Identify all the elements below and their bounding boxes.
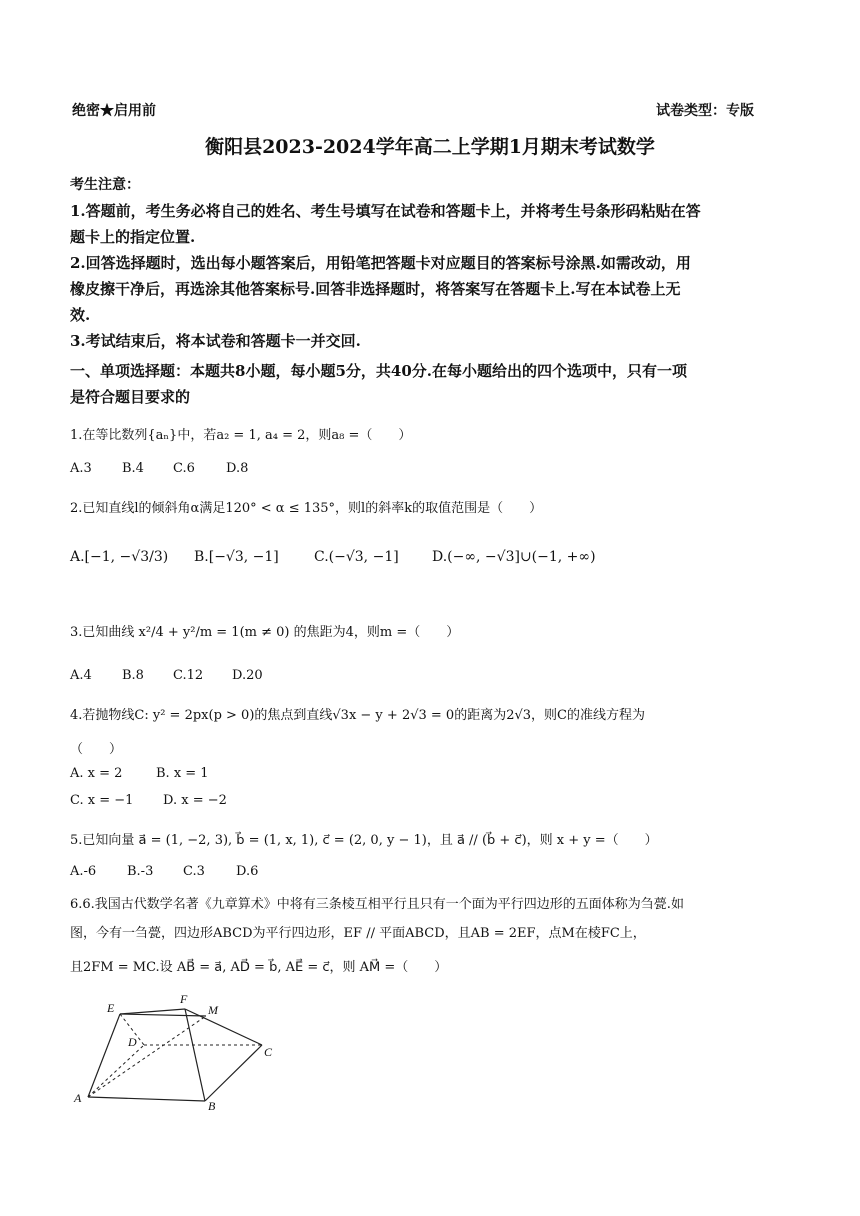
question-2-option-b: B.[−√3, −1]	[194, 549, 279, 565]
notice-line: 2.回答选择题时，选出每小题答案后，用铅笔把答题卡对应题目的答案标号涂黑.如需改动，用	[70, 254, 691, 272]
question-3-option-b: B.8	[122, 668, 144, 683]
question-5-stem: 5.已知向量 a⃗ = (1, −2, 3), b⃗ = (1, x, 1), c⃗ = (2, 0, y − 1)，且 a⃗ // (b⃗ + c⃗)，则 x + y =（ ）	[70, 833, 658, 848]
edge-ef	[120, 1009, 185, 1014]
label-f: F	[180, 992, 188, 1006]
question-4-option-d: D. x = −2	[163, 793, 227, 808]
question-3-option-c: C.12	[173, 668, 204, 683]
label-b: B	[208, 1099, 216, 1112]
question-6-line: 6.6.我国古代数学名著《九章算术》中将有三条棱互相平行且只有一个面为平行四边形的五面体称为刍甍.如	[70, 897, 684, 912]
question-5-option-b: B.-3	[127, 864, 154, 879]
page-title: 衡阳县2023-2024学年高二上学期1月期末考试数学	[205, 136, 655, 158]
label-e: E	[107, 1001, 115, 1015]
question-2-option-a: A.[−1, −√3/3)	[70, 549, 169, 565]
edge-ad	[88, 1045, 144, 1097]
notice-line: 橡皮擦干净后，再选涂其他答案标号.回答非选择题时，将答案写在答题卡上.写在本试卷上无	[70, 280, 681, 298]
label-a: A	[74, 1091, 82, 1105]
chumeng-figure	[70, 990, 285, 1112]
edge-am	[88, 1016, 206, 1097]
question-2-option-c: C.(−√3, −1]	[314, 549, 399, 565]
notice-line: 效.	[70, 306, 91, 324]
question-5-option-c: C.3	[183, 864, 205, 879]
question-1-option-d: D.8	[226, 461, 249, 476]
section-heading: 一、单项选择题：本题共8小题，每小题5分，共40分.在每小题给出的四个选项中，只有一项	[70, 362, 687, 380]
notice-line: 题卡上的指定位置.	[70, 228, 196, 246]
question-2-option-d: D.(−∞, −√3]∪(−1, +∞)	[432, 549, 596, 565]
question-1-option-b: B.4	[122, 461, 144, 476]
question-4-option-b: B. x = 1	[156, 766, 209, 781]
edge-fc	[185, 1009, 262, 1045]
question-5-option-d: D.6	[236, 864, 259, 879]
edge-ab	[88, 1097, 205, 1101]
question-6-line: 图，今有一刍甍，四边形ABCD为平行四边形，EF // 平面ABCD，且AB = 2EF，点M在棱FC上，	[70, 926, 646, 941]
notice-line: 1.答题前，考生务必将自己的姓名、考生号填写在试卷和答题卡上，并将考生号条形码粘贴在答	[70, 202, 701, 220]
question-1-option-c: C.6	[173, 461, 195, 476]
paper-type-label: 试卷类型：专版	[656, 103, 754, 119]
question-4-stem-cont: （ ）	[70, 742, 123, 757]
question-3-option-a: A.4	[70, 668, 92, 683]
label-d: D	[128, 1035, 137, 1049]
question-6-line: 且2FM = MC.设 AB⃗ = a⃗, AD⃗ = b⃗, AE⃗ = c⃗，则 AM⃗ =（ ）	[70, 960, 448, 975]
confidential-label: 绝密★启用前	[72, 103, 156, 119]
question-3-stem: 3.已知曲线 x²/4 + y²/m = 1(m ≠ 0) 的焦距为4，则m =（ ）	[70, 625, 460, 640]
notice-heading: 考生注意：	[70, 177, 140, 193]
label-c: C	[264, 1045, 273, 1059]
edge-bc	[205, 1045, 262, 1101]
question-4-option-c: C. x = −1	[70, 793, 134, 808]
question-2-stem: 2.已知直线l的倾斜角α满足120° < α ≤ 135°，则l的斜率k的取值范围是（ ）	[70, 501, 543, 516]
question-4-option-a: A. x = 2	[70, 766, 123, 781]
question-3-option-d: D.20	[232, 668, 263, 683]
question-5-option-a: A.-6	[70, 864, 97, 879]
question-1-stem: 1.在等比数列{aₙ}中，若a₂ = 1, a₄ = 2，则a₈ =（ ）	[70, 428, 412, 443]
notice-line: 3.考试结束后，将本试卷和答题卡一并交回.	[70, 332, 361, 350]
edge-fb	[185, 1009, 205, 1101]
edge-ae	[88, 1014, 120, 1097]
label-m: M	[208, 1003, 218, 1017]
question-1-option-a: A.3	[70, 461, 92, 476]
section-heading-cont: 是符合题目要求的	[70, 388, 191, 406]
edge-em	[120, 1014, 206, 1016]
question-4-stem: 4.若抛物线C: y² = 2px(p > 0)的焦点到直线√3x − y + 2√3 = 0的距离为2√3，则C的准线方程为	[70, 708, 645, 723]
